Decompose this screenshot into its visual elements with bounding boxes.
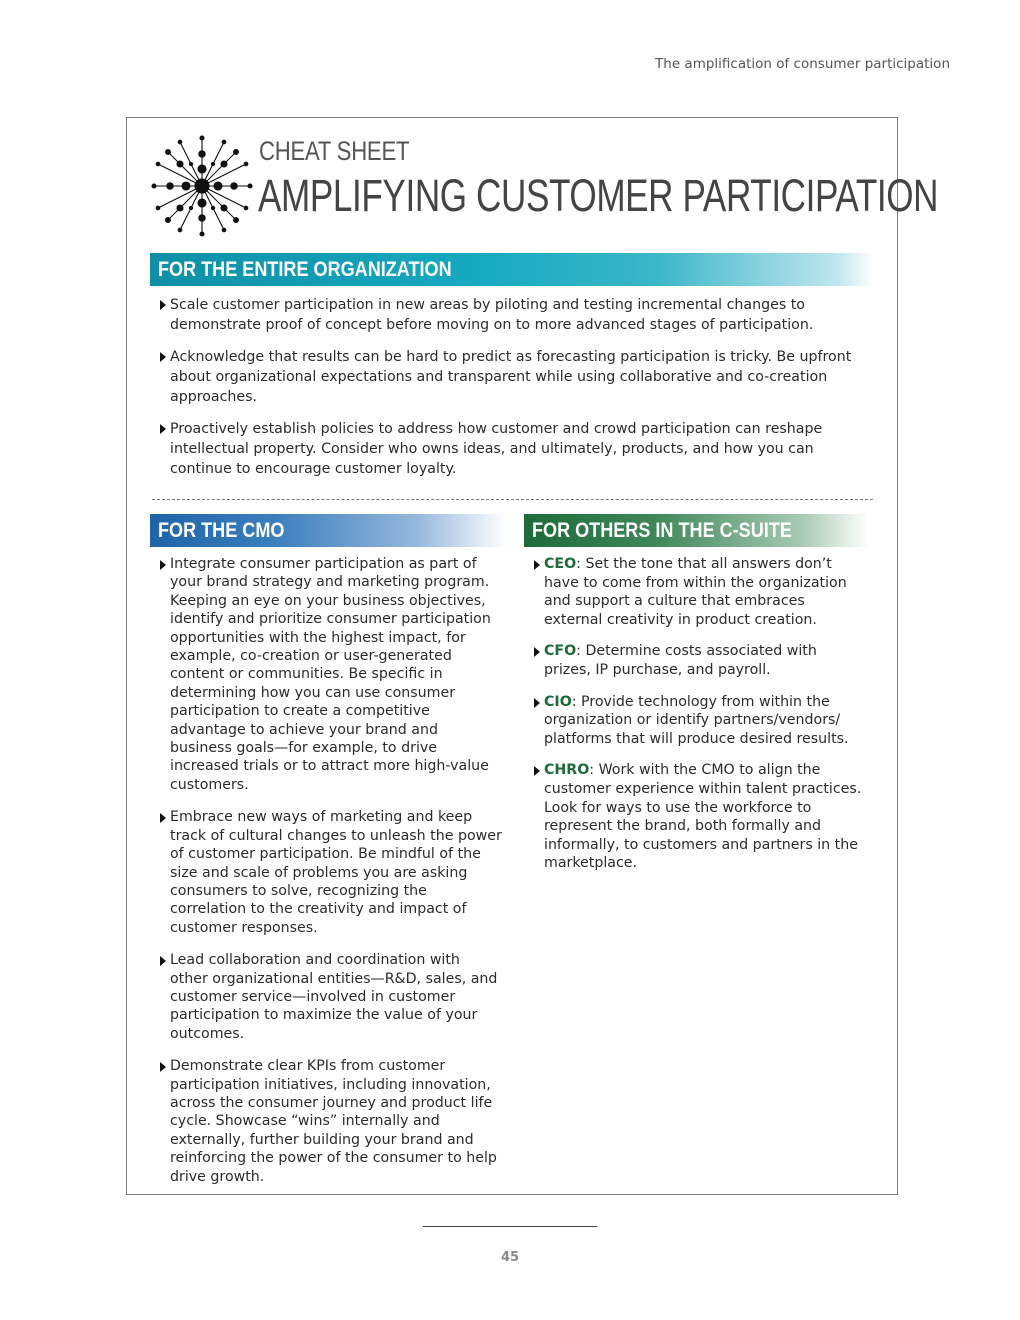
list-item: Lead collaboration and coordination with other organizational entities—R&D, sales, and customer service—involved in customer participation to maximize the value of your outcomes. [152, 951, 502, 1043]
footer-rule [423, 1226, 597, 1227]
list-item: Acknowledge that results can be hard to predict as forecasting participation is tricky. Be upfront about organizational expectations and transparent while using collaborative and co-creation approaches. [152, 347, 872, 407]
cheat-sheet-title: AMPLIFYING CUSTOMER PARTICIPATION [258, 170, 939, 221]
list-item: Proactively establish policies to address how customer and crowd participation can reshape intellectual property. Consider who owns ideas, and ultimately, products, and how you can continue to encourage customer loyalty. [152, 419, 872, 479]
list-item: Embrace new ways of marketing and keep track of cultural changes to unleash the power of customer participation. Be mindful of the size and scale of problems you are asking consumers to solve, recognizing the correlation to the creativity and impact of customer responses. [152, 808, 502, 937]
entire-org-list [152, 295, 872, 491]
role-description: : Work with the CMO to align the customer experience within talent practices. Look for ways to use the workforce to represent the brand, both formally and informally, to customers and partners in the marketplace. [544, 762, 862, 872]
section-heading-c-suite [524, 514, 869, 547]
list-item [526, 642, 866, 679]
section-divider [152, 499, 873, 500]
section-heading-label: FOR THE ENTIRE ORGANIZATION [158, 258, 452, 281]
role-label-ceo: CEO [544, 556, 577, 572]
role-label-cio: CIO [544, 693, 572, 710]
list-item: Scale customer participation in new areas by piloting and testing incremental changes to demonstrate proof of concept before moving on to more advanced stages of participation. [152, 295, 872, 335]
list-item [526, 693, 866, 749]
section-heading-label: FOR OTHERS IN THE C-SUITE [532, 519, 792, 542]
list-item [526, 761, 866, 873]
list-item: Integrate consumer participation as part of your brand strategy and marketing program. Keeping an eye on your business objectives, identify and prioritize consumer participation opportunities with the highest impact, for example, co-creation or user-generated content or communities. Be specific in determining how you can use consumer participation to create a competitive advantage to achieve your brand and business goals—for example, to drive increased trials or to attract more high-value customers. [152, 555, 502, 794]
cmo-list [152, 555, 502, 1200]
cheat-sheet-kicker: CHEAT SHEET [259, 136, 410, 166]
running-header: The amplification of consumer participation [655, 56, 950, 72]
list-item: Demonstrate clear KPIs from customer participation initiatives, including innovation, across the consumer journey and product life cycle. Showcase “wins” internally and externally, further building your brand and reinforcing the power of the consumer to help drive growth. [152, 1057, 502, 1186]
role-label-cfo: CFO [544, 643, 577, 660]
role-description: : Set the tone that all answers don’t have to come from within the organization and support a culture that embraces external creativity in product creation. [544, 556, 847, 628]
section-heading-cmo [150, 514, 507, 547]
role-description: : Provide technology from within the organization or identify partners/vendors/ platforms that will produce desired results. [544, 693, 849, 747]
role-description: : Determine costs associated with prizes, IP purchase, and payroll. [544, 643, 817, 678]
starburst-network-icon [150, 134, 254, 238]
section-heading-label: FOR THE CMO [158, 519, 285, 542]
list-item [526, 555, 866, 629]
role-label-chro: CHRO [544, 762, 590, 779]
c-suite-list [526, 555, 866, 886]
page-number: 45 [500, 1250, 520, 1265]
section-heading-entire-org [150, 253, 873, 286]
